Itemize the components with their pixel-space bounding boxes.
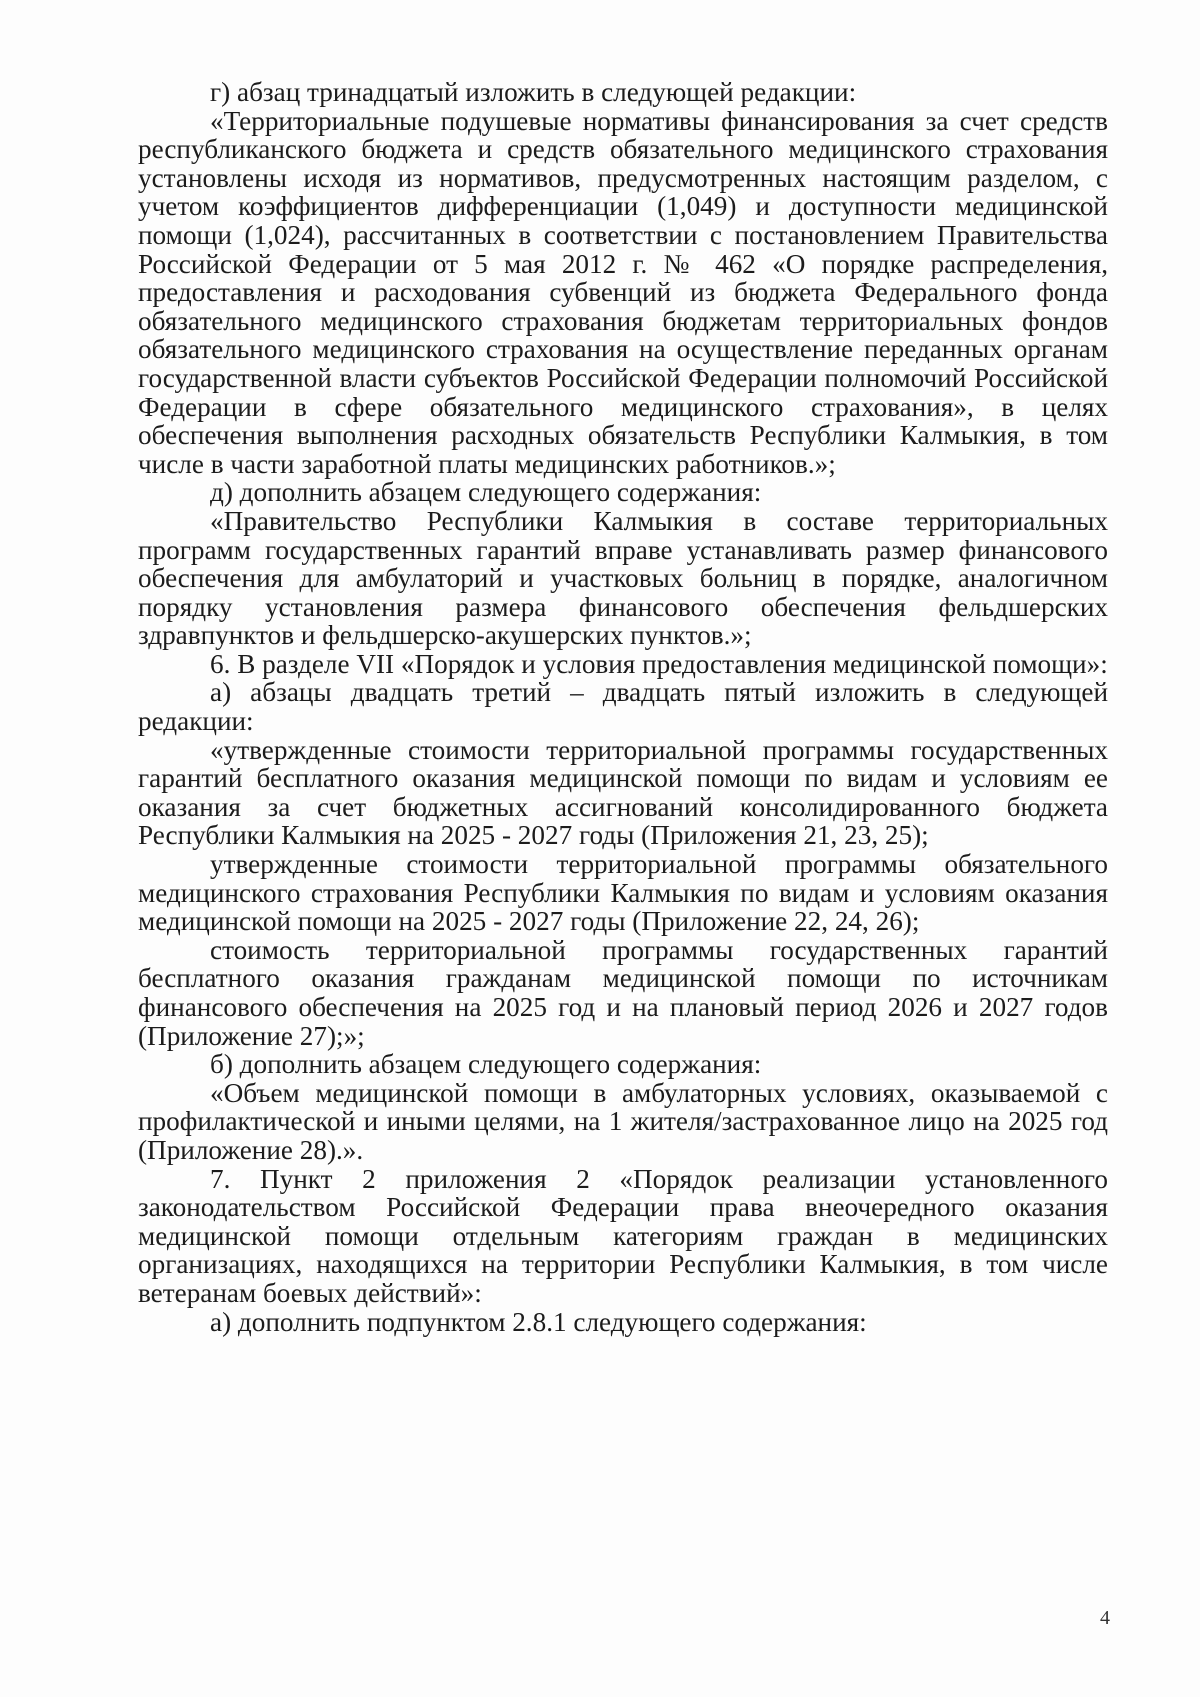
document-body bbox=[138, 78, 1108, 1336]
paragraph-subpoint-a: а) абзацы двадцать третий – двадцать пятый изложить в следующей редакции: bbox=[138, 677, 1108, 737]
paragraph-per-capita-norms: «Территориальные подушевые нормативы финансирования за счет средств республиканского бюджета и средств обязательного медицинского страхования установлены исходя из нормативов, предусмотренных настоящим разделом, с учетом коэффициентов дифференциации (1,049) и доступности медицинской помощи (1,024), рассчитанных в соответствии с постановлением Правительства Российской Федерации от 5 мая 2012 г. № 462 «О порядке распределения, предоставления и расходования субвенций из бюджета Федерального фонда обязательного медицинского страхования бюджетам территориальных фондов обязательного медицинского страхования на осуществление переданных органам государственной власти субъектов Российской Федерации полномочий Российской Федерации в сфере обязательного медицинского страхования», в целях обеспечения выполнения расходных обязательств Республики Калмыкия, в том числе в части заработной платы медицинских работников.»; bbox=[138, 105, 1108, 479]
page-number: 4 bbox=[1100, 1607, 1110, 1629]
paragraph-program-cost: стоимость территориальной программы государственных гарантий бесплатного оказания гражданам медицинской помощи по источникам финансового обеспечения на 2025 год и на плановый период 2026 и 2027 годов (Приложение 27);»; bbox=[138, 934, 1108, 1051]
paragraph-item-7: 7. Пункт 2 приложения 2 «Порядок реализации установленного законодательством Российской Федерации права внеочередного оказания медицинской помощи отдельным категориям граждан в медицинских организациях, находящихся на территории Республики Калмыкия, в том числе ветеранам боевых действий»: bbox=[138, 1163, 1108, 1308]
paragraph-ambulatory-volume: «Объем медицинской помощи в амбулаторных условиях, оказываемой с профилактической и иными целями, на 1 жителя/застрахованное лицо на 2025 год (Приложение 28).». bbox=[138, 1077, 1108, 1165]
paragraph-subpoint-a-2-8-1: а) дополнить подпунктом 2.8.1 следующего содержания: bbox=[210, 1306, 867, 1337]
paragraph-subpoint-b: б) дополнить абзацем следующего содержания: bbox=[210, 1049, 762, 1080]
paragraph-approved-cost-oms: утвержденные стоимости территориальной программы обязательного медицинского страхования Республики Калмыкия по видам и условиям оказания медицинской помощи на 2025 - 2027 годы (Приложение 22, 24, 26); bbox=[138, 849, 1108, 937]
paragraph-government-ambulatory: «Правительство Республики Калмыкия в составе территориальных программ государственных гарантий вправе устанавливать размер финансового обеспечения для амбулаторий и участковых больниц в порядке, аналогичном порядку установления размера финансового обеспечения фельдшерских здравпунктов и фельдшерско-акушерских пунктов.»; bbox=[138, 505, 1108, 651]
paragraph-subpoint-g: г) абзац тринадцатый изложить в следующей редакции: bbox=[210, 77, 857, 107]
paragraph-approved-cost-budget: «утвержденные стоимости территориальной программы государственных гарантий бесплатного оказания медицинской помощи по видам и условиям ее оказания за счет бюджетных ассигнований консолидированного бюджета Республики Калмыкия на 2025 - 2027 годы (Приложения 21, 23, 25); bbox=[138, 734, 1108, 851]
paragraph-subpoint-d: д) дополнить абзацем следующего содержания: bbox=[210, 477, 762, 508]
paragraph-item-6: 6. В разделе VII «Порядок и условия предоставления медицинской помощи»: bbox=[210, 648, 1108, 679]
